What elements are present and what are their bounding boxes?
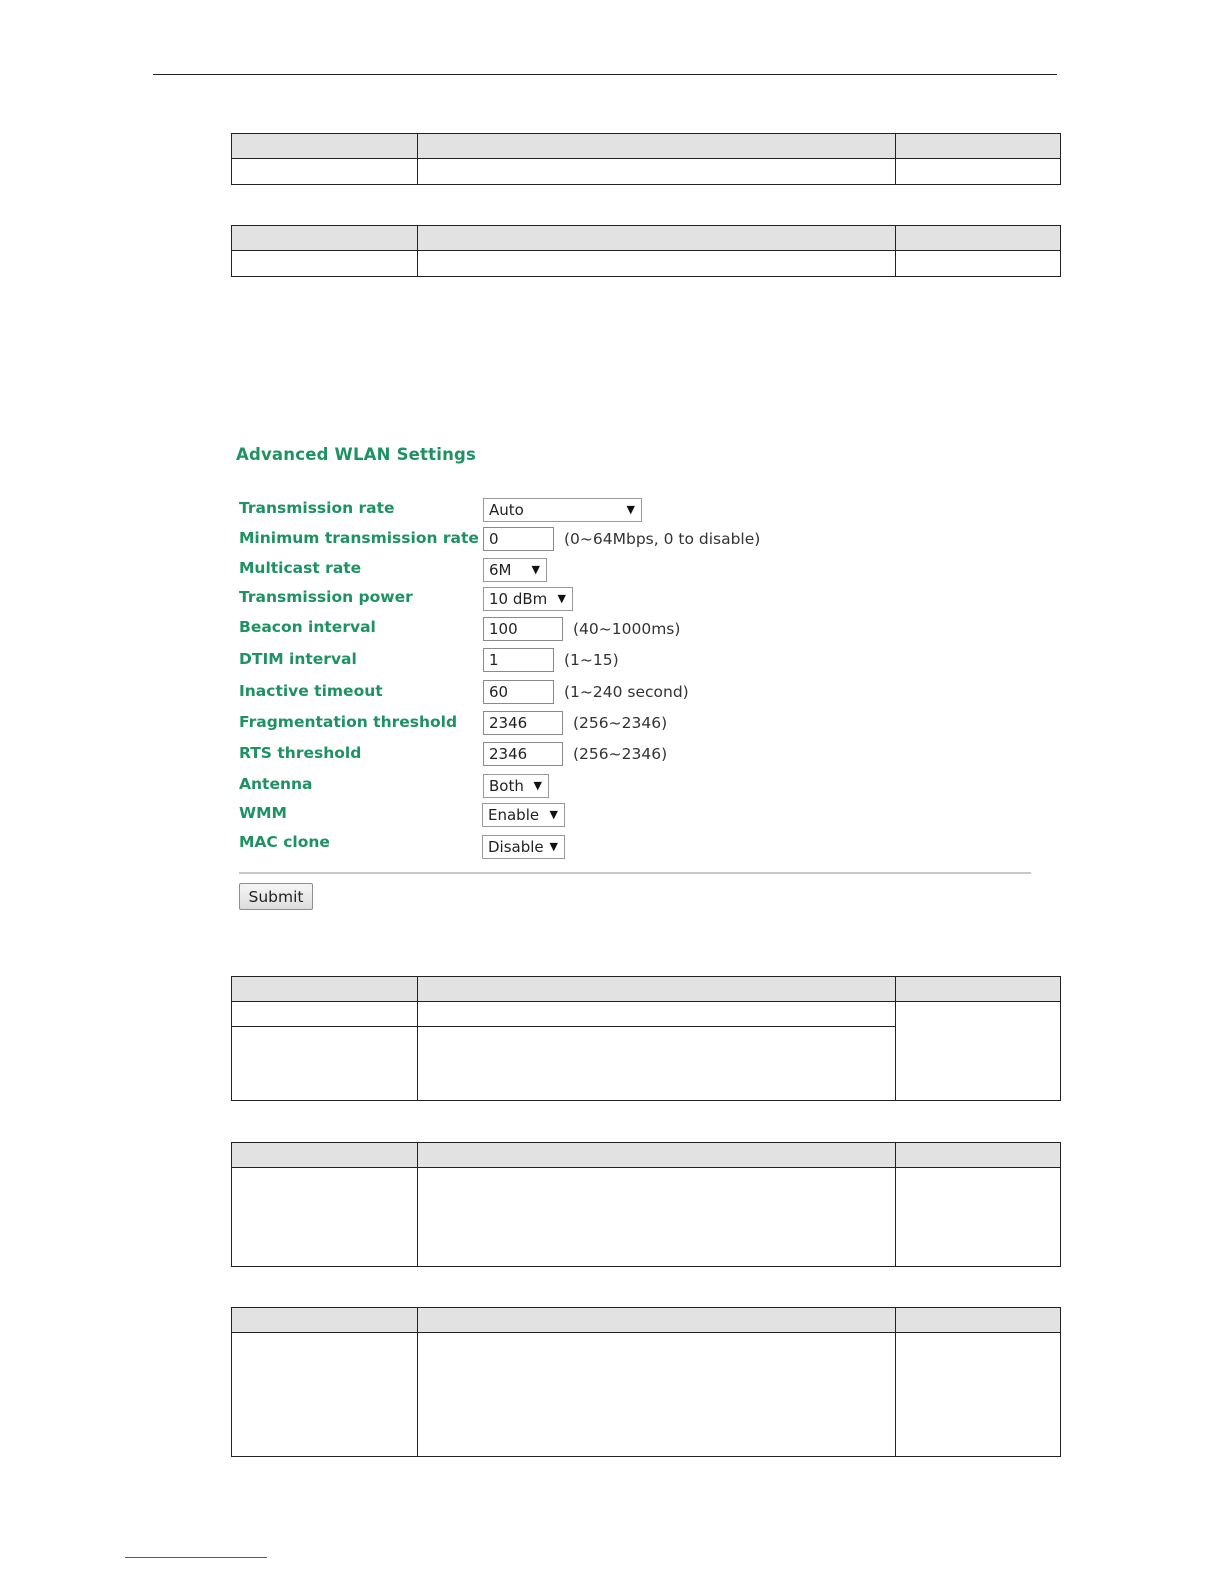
wmm-label: WMM [239,804,287,822]
rts-threshold-label: RTS threshold [239,744,362,762]
inactive-timeout-input[interactable]: 60 [483,680,554,704]
table-header-row [232,1143,1061,1168]
dtim-interval-hint: (1~15) [564,651,619,669]
table-row [232,1002,1061,1027]
panel-title: Advanced WLAN Settings [236,445,477,464]
beacon-interval-input[interactable]: 100 [483,617,563,641]
table-row [232,159,1061,185]
min-transmission-rate-hint: (0~64Mbps, 0 to disable) [564,530,761,548]
dtim-interval-label: DTIM interval [239,650,357,668]
beacon-interval-hint: (40~1000ms) [573,620,681,638]
parameter-table-2 [231,225,1061,277]
fragmentation-threshold-hint: (256~2346) [573,714,668,732]
min-transmission-rate-label: Minimum transmission rate [239,529,479,547]
table-header-row [232,977,1061,1002]
footnote-rule [125,1557,267,1558]
chevron-down-icon: ▼ [626,503,635,516]
transmission-power-label: Transmission power [239,588,413,606]
antenna-select[interactable]: Both ▼ [483,774,549,798]
multicast-rate-select[interactable]: 6M ▼ [483,558,547,582]
inactive-timeout-hint: (1~240 second) [564,683,689,701]
chevron-down-icon: ▼ [531,563,540,576]
antenna-label: Antenna [239,775,313,793]
table-row [232,1168,1061,1267]
parameter-table-4 [231,1142,1061,1267]
table-row [232,1333,1061,1457]
wmm-select[interactable]: Enable ▼ [482,803,565,827]
table-header-row [232,134,1061,159]
chevron-down-icon: ▼ [549,808,558,821]
multicast-rate-label: Multicast rate [239,559,362,577]
rts-threshold-input[interactable]: 2346 [483,742,563,766]
transmission-power-select[interactable]: 10 dBm ▼ [483,587,573,611]
chevron-down-icon: ▼ [557,592,566,605]
table-row [232,251,1061,277]
header-rule [153,74,1057,75]
table-header-row [232,226,1061,251]
chevron-down-icon: ▼ [549,840,558,853]
transmission-rate-select[interactable]: Auto ▼ [483,498,642,522]
fragmentation-threshold-label: Fragmentation threshold [239,713,458,731]
transmission-rate-label: Transmission rate [239,499,395,517]
table-header-row [232,1308,1061,1333]
min-transmission-rate-input[interactable]: 0 [483,527,554,551]
inactive-timeout-label: Inactive timeout [239,682,383,700]
fragmentation-threshold-input[interactable]: 2346 [483,711,563,735]
parameter-table-3 [231,976,1061,1101]
rts-threshold-hint: (256~2346) [573,745,668,763]
parameter-table-5 [231,1307,1061,1457]
mac-clone-label: MAC clone [239,833,330,851]
dtim-interval-input[interactable]: 1 [483,648,554,672]
submit-button[interactable]: Submit [239,883,313,910]
parameter-table-1 [231,133,1061,185]
beacon-interval-label: Beacon interval [239,618,376,636]
form-divider [239,872,1031,874]
chevron-down-icon: ▼ [533,779,542,792]
mac-clone-select[interactable]: Disable ▼ [482,835,565,859]
